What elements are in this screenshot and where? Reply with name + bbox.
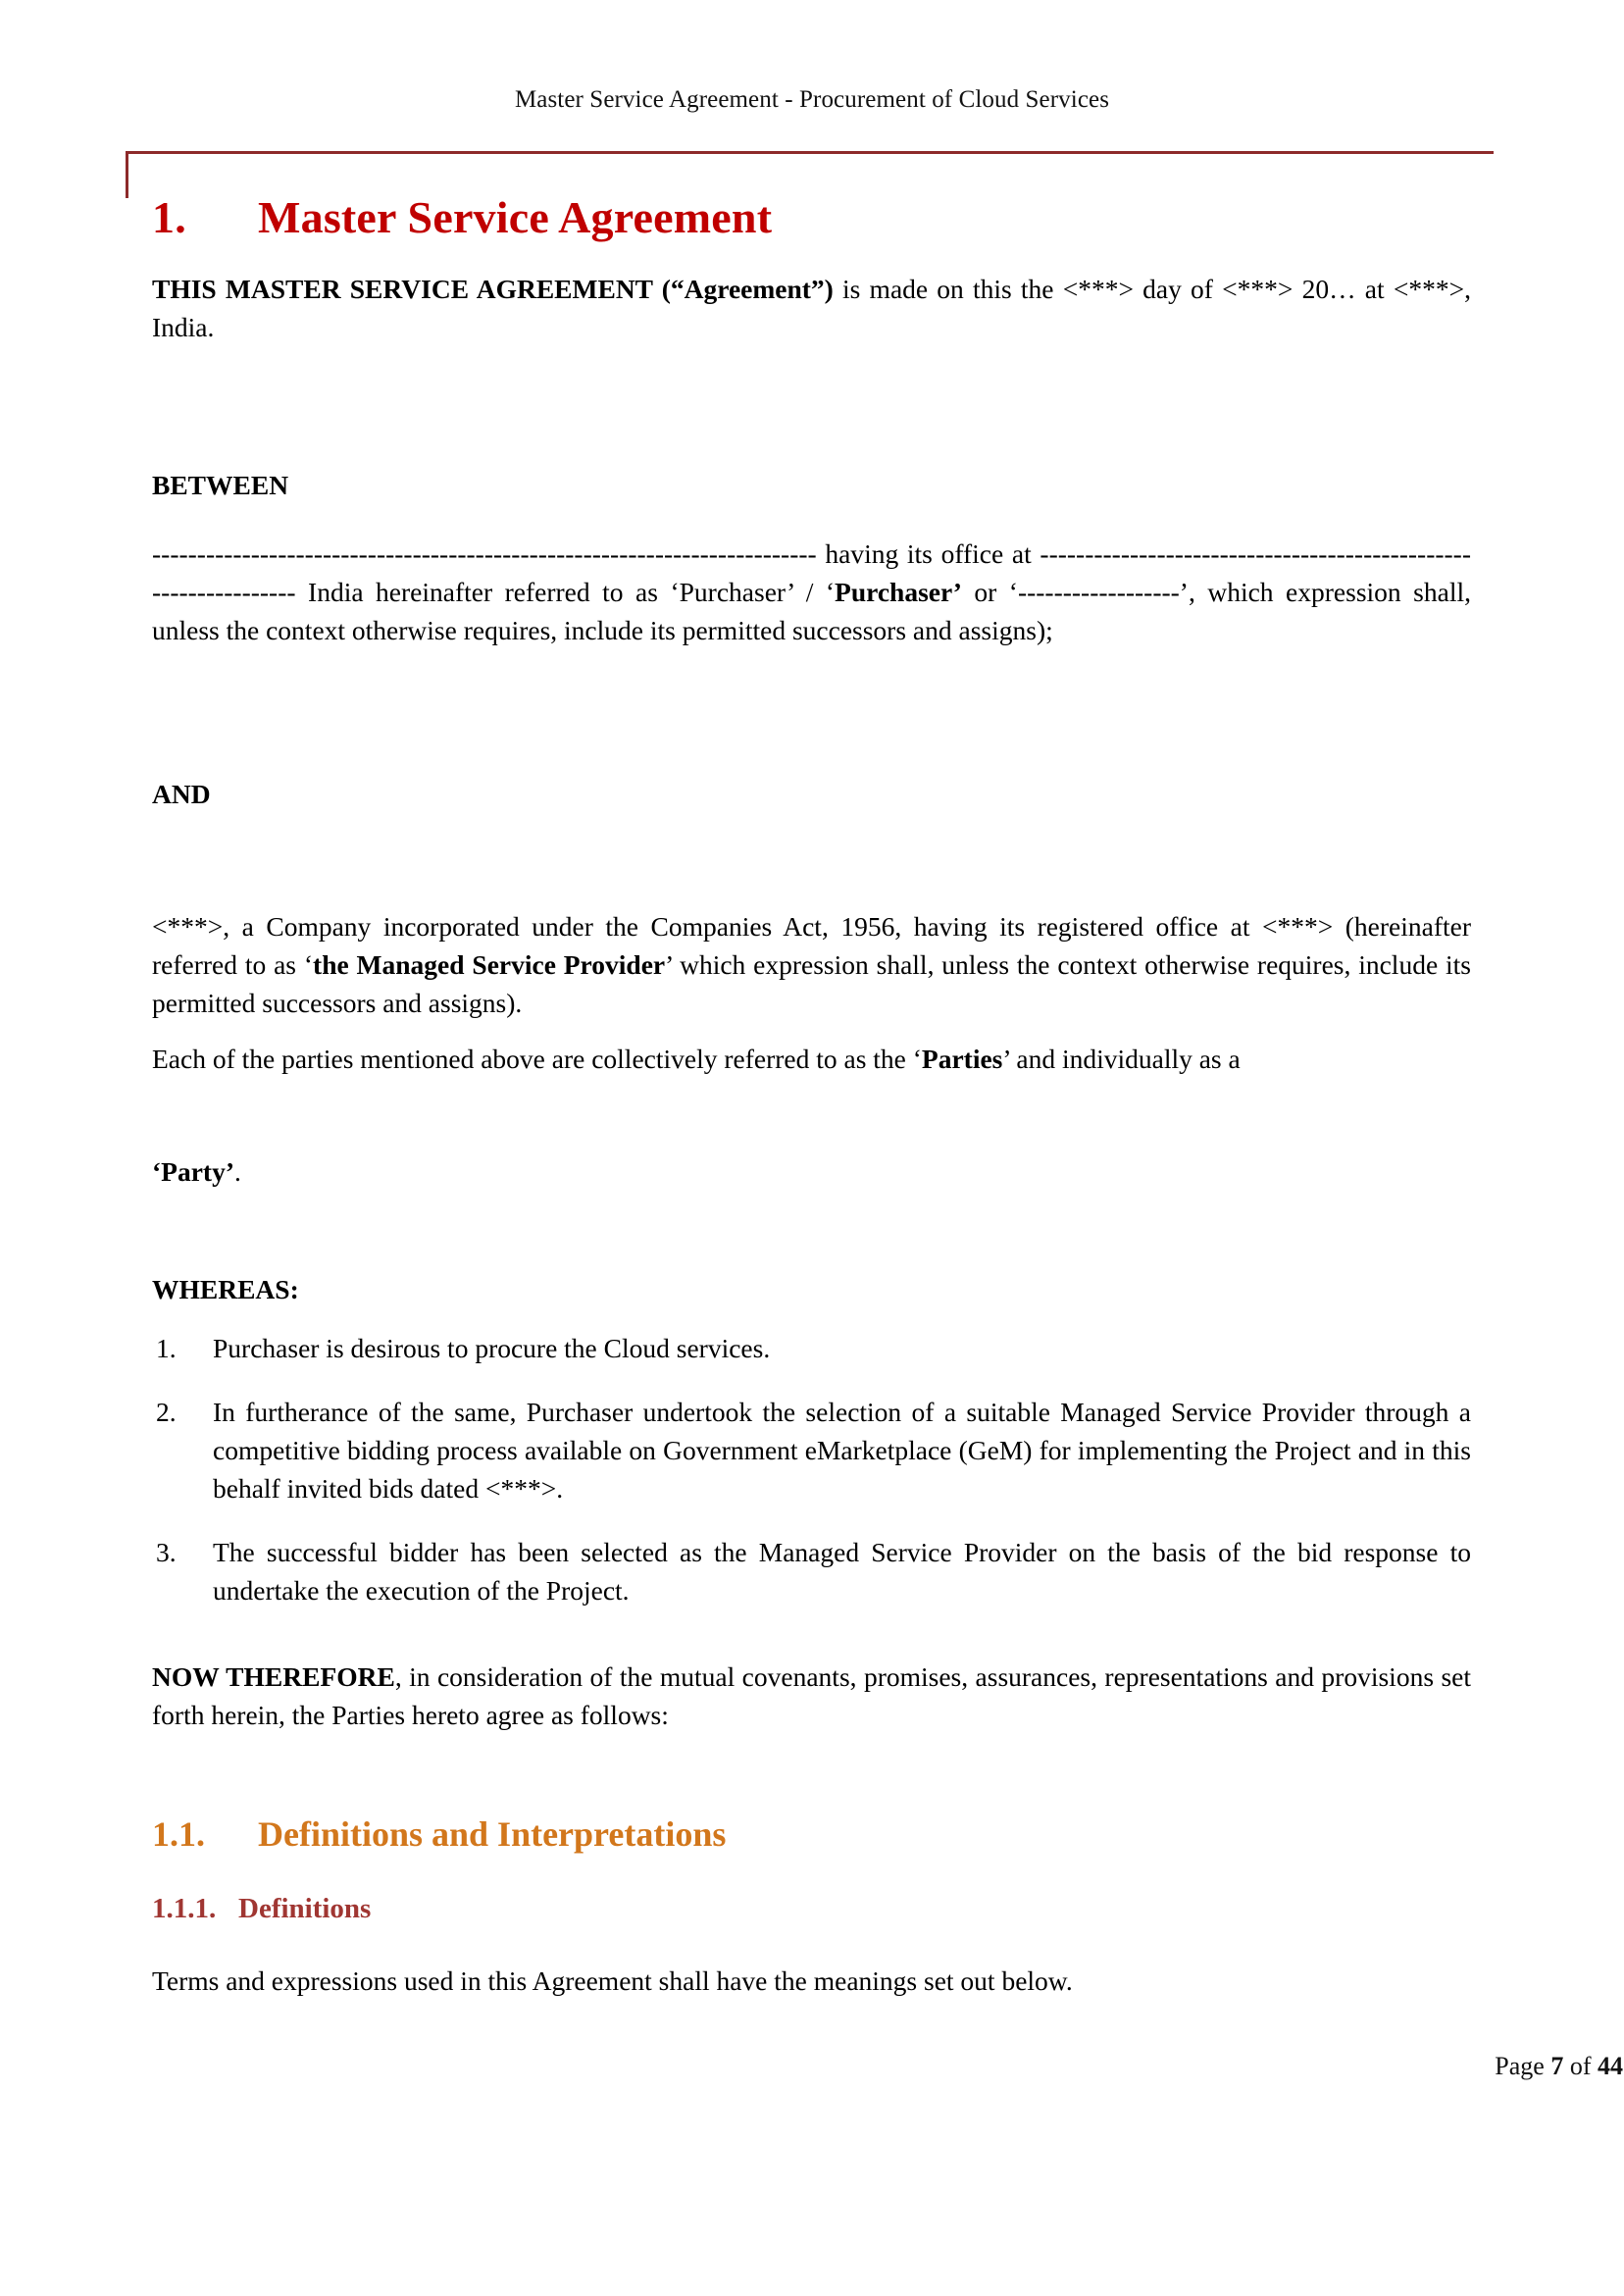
purchaser-bold-term: Purchaser’ xyxy=(835,577,962,607)
paragraph-intro xyxy=(152,270,1471,346)
heading-section-1-number: 1. xyxy=(152,192,186,242)
list-item xyxy=(152,1393,1471,1507)
msp-lead-text: <***>, a Company incorporated under the Companies Act, 1956, having its registered office at <***> (hereinafter referred to as ‘ xyxy=(152,911,1471,980)
paragraph-managed-service-provider xyxy=(152,907,1471,1022)
label-and: AND xyxy=(152,779,211,809)
purchaser-mid-1: having its office at xyxy=(816,538,1040,569)
heading-section-1-1-1 xyxy=(152,1893,1471,1925)
list-item-text: The successful bidder has been selected as the Managed Service Provider on the basis of the bid response to undertake the execution of the Project. xyxy=(213,1537,1471,1606)
header-divider-tick xyxy=(126,151,128,198)
now-therefore-rest-text: , in consideration of the mutual covenants, promises, assurances, representations and provisions set forth herein, the Parties hereto agree as follows: xyxy=(152,1661,1471,1730)
page-footer xyxy=(152,2052,1623,2081)
heading-section-1-1 xyxy=(152,1813,1471,1855)
party-tail-text: . xyxy=(233,1156,241,1187)
heading-section-1-1-number: 1.1. xyxy=(152,1814,205,1854)
list-item-text: In furtherance of the same, Purchaser undertook the selection of a suitable Managed Service Provider through a competitive bidding process available on Government eMarketplace (GeM) for implementing the Project and in this behalf invited bids dated <***>. xyxy=(213,1397,1471,1504)
heading-section-1-title: Master Service Agreement xyxy=(258,192,773,242)
purchaser-mid-3: or ‘ xyxy=(961,577,1018,607)
now-therefore-bold-text: NOW THEREFORE xyxy=(152,1661,395,1692)
purchaser-dash-run-4: ------------------ xyxy=(1017,577,1180,607)
paragraph-purchaser xyxy=(152,535,1471,649)
footer-page-number: 7 xyxy=(1550,2052,1564,2080)
msp-tail-text: ’ which expression shall, unless the context otherwise requires, include its permitted successors and assigns). xyxy=(152,949,1471,1018)
running-header: Master Service Agreement - Procurement of Cloud Services xyxy=(514,86,1110,113)
purchaser-dash-run-1: -------------------------------------------------------------------------- xyxy=(152,538,817,569)
whereas-list xyxy=(152,1329,1471,1635)
label-whereas: WHEREAS: xyxy=(152,1274,299,1304)
paragraph-now-therefore xyxy=(152,1658,1471,1734)
heading-section-1 xyxy=(152,191,1471,243)
parties-bold-term: Parties xyxy=(921,1044,1003,1074)
paragraph-parties xyxy=(152,1040,1471,1078)
list-item-marker: 1. xyxy=(156,1333,177,1363)
list-item xyxy=(152,1329,1471,1367)
party-bold-term: ‘Party’ xyxy=(152,1156,234,1187)
list-item-text: Purchaser is desirous to procure the Cloud services. xyxy=(213,1333,771,1363)
footer-middle: of xyxy=(1563,2052,1598,2080)
purchaser-tail-text: ’, which expression shall, unless the context otherwise requires, include its permitted successors and assigns); xyxy=(152,577,1471,645)
header-divider-rule xyxy=(126,151,1494,154)
parties-tail-text: ’ and individually as a xyxy=(1002,1044,1241,1074)
paragraph-party xyxy=(152,1152,1471,1191)
paragraph-definitions-lead: Terms and expressions used in this Agreement shall have the meanings set out below. xyxy=(152,1965,1073,1996)
heading-section-1-1-1-title: Definitions xyxy=(238,1893,372,1924)
intro-bold-text: THIS MASTER SERVICE AGREEMENT (“Agreement”) xyxy=(152,274,834,304)
intro-rest-text: is made on this the <***> day of <***> 20… at <***>, India. xyxy=(152,274,1471,342)
purchaser-dash-run-3: ------------------------------------------------- xyxy=(152,538,1471,607)
footer-total-pages: 44 xyxy=(1598,2052,1623,2080)
label-between: BETWEEN xyxy=(152,470,289,500)
msp-bold-term: the Managed Service Provider xyxy=(313,949,666,980)
purchaser-dash-run-2: --------------- xyxy=(1040,538,1175,569)
list-item-marker: 3. xyxy=(156,1537,177,1567)
parties-lead-text: Each of the parties mentioned above are collectively referred to as the ‘ xyxy=(152,1044,922,1074)
heading-section-1-1-title: Definitions and Interpretations xyxy=(258,1814,727,1854)
heading-section-1-1-1-number: 1.1.1. xyxy=(152,1893,217,1924)
purchaser-mid-2: India hereinafter referred to as ‘Purchaser’ / ‘ xyxy=(295,577,836,607)
footer-prefix: Page xyxy=(1495,2052,1551,2080)
list-item-marker: 2. xyxy=(156,1397,177,1427)
list-item xyxy=(152,1533,1471,1609)
